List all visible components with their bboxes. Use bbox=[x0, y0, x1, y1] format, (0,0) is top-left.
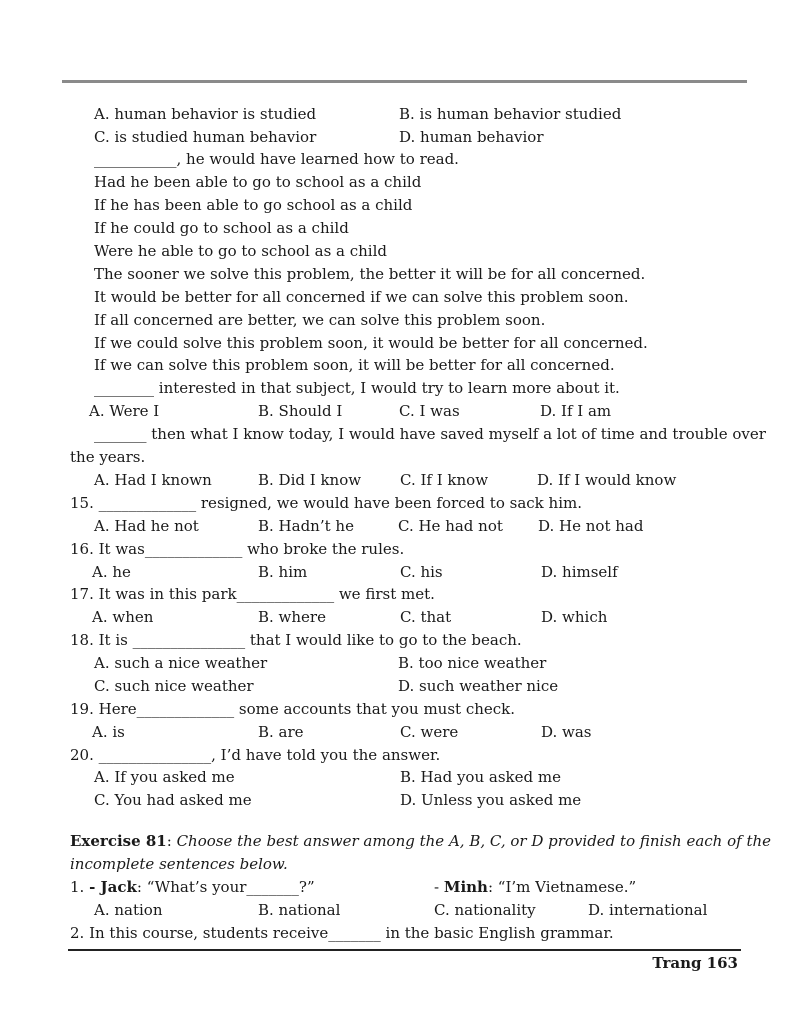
option-c: C. He had not bbox=[398, 517, 503, 535]
bottom-rule bbox=[68, 949, 741, 951]
question-19: 19. Here_____________ some accounts that you must check. bbox=[70, 700, 516, 718]
question-20: 20. _______________, I’d have told you the answer. bbox=[70, 746, 441, 764]
question-15: 15. _____________ resigned, we would have been forced to sack him. bbox=[70, 494, 582, 512]
option-b: B. is human behavior studied bbox=[399, 105, 622, 123]
option-c: If we could solve this problem soon, it would be better for all concerned. bbox=[94, 334, 648, 352]
option-d: If we can solve this problem soon, it will be better for all concerned. bbox=[94, 356, 615, 374]
question-17: 17. It was in this park_____________ we first met. bbox=[70, 585, 435, 603]
option-a: A. such a nice weather bbox=[94, 654, 268, 672]
option-c: C. such nice weather bbox=[94, 677, 254, 695]
speaker-jack: - Jack bbox=[89, 878, 137, 896]
option-a: A. Had I known bbox=[94, 471, 212, 489]
option-d: D. which bbox=[541, 608, 608, 626]
question-16: 16. It was_____________ who broke the rules. bbox=[70, 540, 405, 558]
question-number: 1. bbox=[70, 878, 90, 896]
option-a: A. If you asked me bbox=[94, 768, 235, 786]
option-b: B. Hadn’t he bbox=[258, 517, 354, 535]
exercise-instruction: Choose the best answer among the A, B, C, or D provided to finish each of the bbox=[176, 832, 772, 850]
option-a: A. Were I bbox=[89, 402, 160, 420]
option-d: D. such weather nice bbox=[398, 677, 559, 695]
option-c: C. nationality bbox=[434, 901, 536, 919]
option-c: C. If I know bbox=[400, 471, 489, 489]
question-text: ________ interested in that subject, I would try to learn more about it. bbox=[94, 379, 620, 397]
option-d: D. human behavior bbox=[399, 128, 544, 146]
option-b: B. Had you asked me bbox=[400, 768, 561, 786]
exercise-heading bbox=[70, 831, 771, 851]
page-number: Trang 163 bbox=[652, 954, 738, 972]
option-a: A. nation bbox=[94, 901, 163, 919]
question-text-continued: the years. bbox=[70, 448, 146, 466]
option-c: C. You had asked me bbox=[94, 791, 252, 809]
question-1-dialogue-a bbox=[70, 877, 315, 897]
option-b: If all concerned are better, we can solve this problem soon. bbox=[94, 311, 546, 329]
option-a: A. when bbox=[92, 608, 154, 626]
question-1-dialogue-b bbox=[434, 877, 636, 897]
option-b: B. Did I know bbox=[258, 471, 362, 489]
option-b: B. national bbox=[258, 901, 341, 919]
option-b: B. too nice weather bbox=[398, 654, 547, 672]
option-c: C. were bbox=[400, 723, 459, 741]
option-c: C. I was bbox=[399, 402, 460, 420]
option-d: D. international bbox=[588, 901, 708, 919]
option-d: D. Unless you asked me bbox=[400, 791, 582, 809]
quote-jack: : “What’s your_______?” bbox=[136, 878, 315, 896]
option-c: If he could go to school as a child bbox=[94, 219, 349, 237]
speaker-minh: Minh bbox=[443, 878, 488, 896]
option-d: D. was bbox=[541, 723, 592, 741]
option-a: A. he bbox=[92, 563, 131, 581]
top-rule bbox=[62, 80, 747, 83]
option-d: D. If I am bbox=[540, 402, 612, 420]
option-d: D. He not had bbox=[538, 517, 644, 535]
option-a: A. human behavior is studied bbox=[94, 105, 317, 123]
option-c: C. is studied human behavior bbox=[94, 128, 317, 146]
exercise-title: Exercise 81 bbox=[70, 832, 167, 850]
question-text: ___________, he would have learned how to read. bbox=[94, 150, 459, 168]
exercise-colon: : bbox=[166, 832, 177, 850]
option-d: D. If I would know bbox=[537, 471, 677, 489]
question-2: 2. In this course, students receive_______ in the basic English grammar. bbox=[70, 924, 614, 942]
option-c: C. that bbox=[400, 608, 452, 626]
option-a: Had he been able to go to school as a child bbox=[94, 173, 422, 191]
option-d: Were he able to go to school as a child bbox=[94, 242, 387, 260]
option-b: B. where bbox=[258, 608, 326, 626]
question-text: The sooner we solve this problem, the better it will be for all concerned. bbox=[94, 265, 646, 283]
option-a: It would be better for all concerned if we can solve this problem soon. bbox=[94, 288, 629, 306]
exercise-instruction-2: incomplete sentences below. bbox=[70, 855, 288, 873]
option-c: C. his bbox=[400, 563, 443, 581]
question-18: 18. It is _______________ that I would like to go to the beach. bbox=[70, 631, 522, 649]
option-b: If he has been able to go school as a child bbox=[94, 196, 413, 214]
quote-minh: : “I’m Vietnamese.” bbox=[487, 878, 637, 896]
option-b: B. him bbox=[258, 563, 308, 581]
option-b: B. Should I bbox=[258, 402, 343, 420]
option-a: A. Had he not bbox=[94, 517, 199, 535]
speaker-prefix: - bbox=[434, 878, 444, 896]
question-text: _______ then what I know today, I would have saved myself a lot of time and trouble over bbox=[94, 425, 766, 443]
option-a: A. is bbox=[92, 723, 125, 741]
option-b: B. are bbox=[258, 723, 304, 741]
option-d: D. himself bbox=[541, 563, 618, 581]
exercise-instruction-continued bbox=[70, 854, 288, 874]
